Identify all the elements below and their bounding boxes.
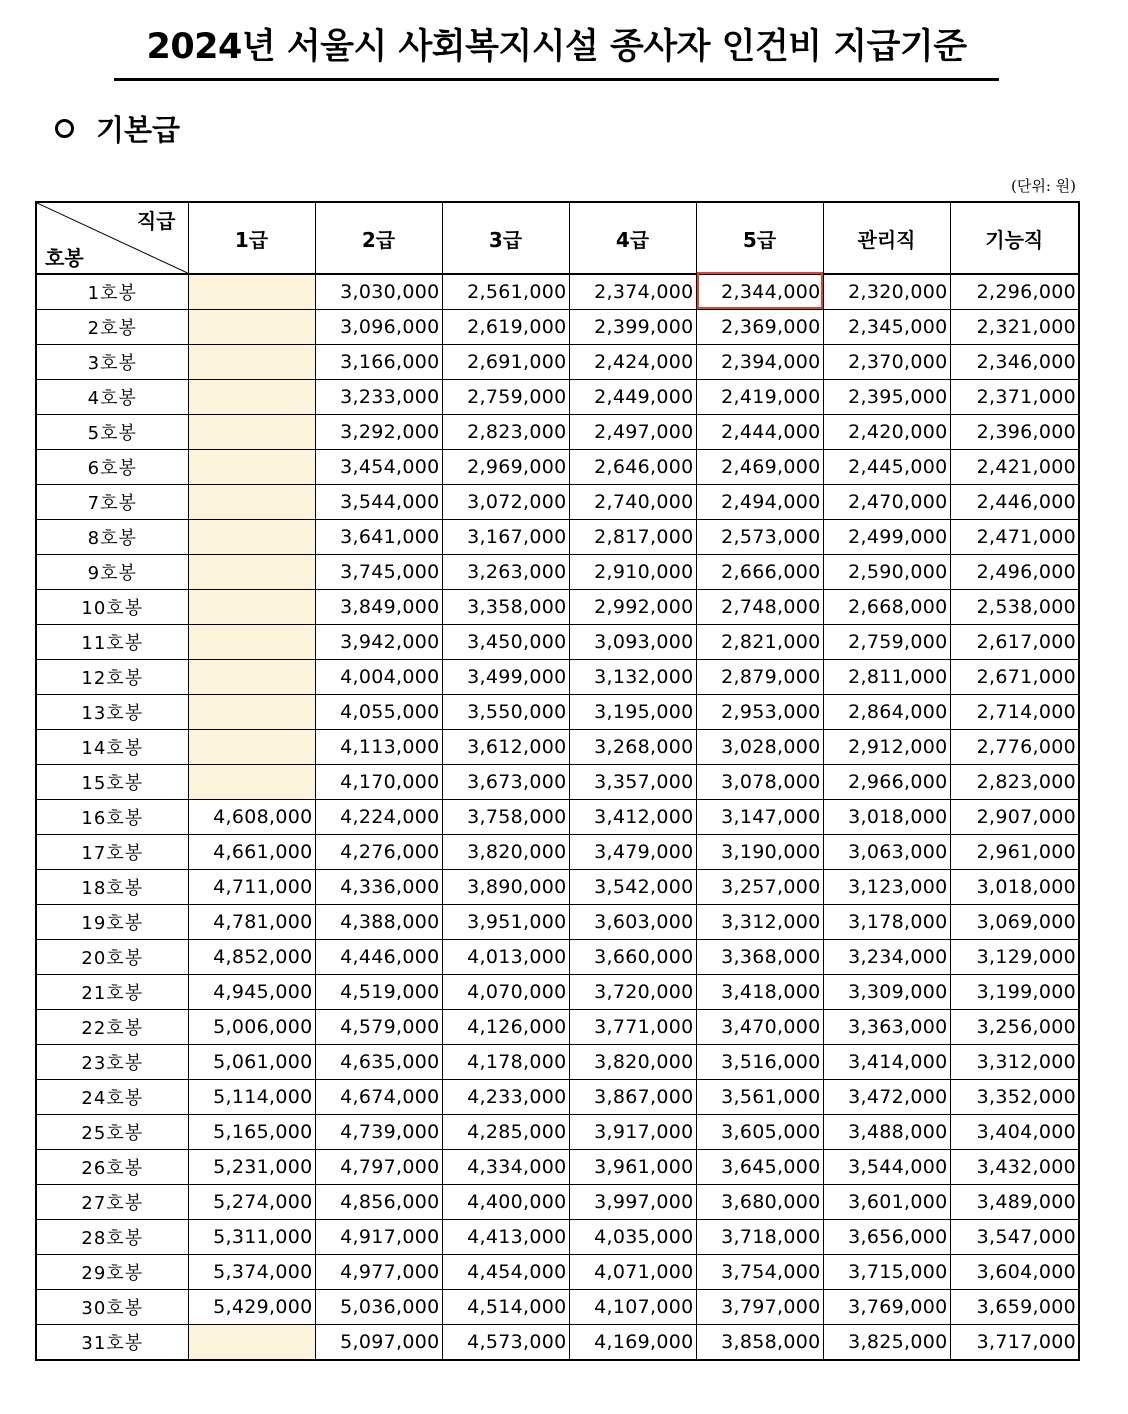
salary-cell: 3,123,000: [823, 870, 950, 905]
salary-cell: 3,489,000: [950, 1185, 1079, 1220]
salary-cell: 3,257,000: [696, 870, 823, 905]
salary-cell: 2,691,000: [442, 345, 569, 380]
salary-cell: 2,371,000: [950, 380, 1079, 415]
salary-cell: 3,072,000: [442, 485, 569, 520]
salary-cell: 3,951,000: [442, 905, 569, 940]
salary-cell: 3,890,000: [442, 870, 569, 905]
table-row: [36, 1185, 1079, 1220]
salary-cell: 3,256,000: [950, 1010, 1079, 1045]
salary-cell: 5,061,000: [188, 1045, 315, 1080]
salary-cell: 3,771,000: [569, 1010, 696, 1045]
table-row: [36, 625, 1079, 660]
salary-cell: 3,412,000: [569, 800, 696, 835]
empty-salary-cell: [188, 625, 315, 660]
salary-cell: 3,680,000: [696, 1185, 823, 1220]
salary-cell: 3,849,000: [315, 590, 442, 625]
salary-cell: 2,421,000: [950, 450, 1079, 485]
salary-cell: 3,352,000: [950, 1080, 1079, 1115]
salary-cell: 3,470,000: [696, 1010, 823, 1045]
salary-cell: 2,419,000: [696, 380, 823, 415]
salary-cell: 2,823,000: [950, 765, 1079, 800]
salary-cell: 3,820,000: [442, 835, 569, 870]
salary-cell: 3,612,000: [442, 730, 569, 765]
step-label: 20호봉: [36, 940, 188, 975]
salary-cell: 4,519,000: [315, 975, 442, 1010]
corner-label-grade: 직급: [136, 209, 176, 233]
salary-cell: 2,590,000: [823, 555, 950, 590]
salary-cell: 4,126,000: [442, 1010, 569, 1045]
salary-cell: 2,969,000: [442, 450, 569, 485]
step-label: 18호봉: [36, 870, 188, 905]
table-row: [36, 590, 1079, 625]
salary-cell: 3,479,000: [569, 835, 696, 870]
salary-cell: 2,320,000: [823, 274, 950, 310]
table-row: [36, 415, 1079, 450]
salary-cell: 4,608,000: [188, 800, 315, 835]
step-label: 26호봉: [36, 1150, 188, 1185]
table-row: [36, 1115, 1079, 1150]
step-label: 13호봉: [36, 695, 188, 730]
salary-cell: 3,499,000: [442, 660, 569, 695]
salary-cell: 3,195,000: [569, 695, 696, 730]
salary-cell: 2,879,000: [696, 660, 823, 695]
salary-cell: 3,605,000: [696, 1115, 823, 1150]
salary-cell: 4,178,000: [442, 1045, 569, 1080]
salary-cell: 2,321,000: [950, 310, 1079, 345]
salary-cell: 3,820,000: [569, 1045, 696, 1080]
salary-cell: 5,165,000: [188, 1115, 315, 1150]
salary-cell: 2,961,000: [950, 835, 1079, 870]
salary-cell: 4,169,000: [569, 1325, 696, 1361]
salary-cell: 3,561,000: [696, 1080, 823, 1115]
salary-cell: 3,063,000: [823, 835, 950, 870]
table-row: [36, 905, 1079, 940]
step-label: 29호봉: [36, 1255, 188, 1290]
salary-cell: 5,114,000: [188, 1080, 315, 1115]
salary-cell: 5,231,000: [188, 1150, 315, 1185]
step-label: 9호봉: [36, 555, 188, 590]
salary-cell: 3,604,000: [950, 1255, 1079, 1290]
step-label: 4호봉: [36, 380, 188, 415]
salary-cell: 3,132,000: [569, 660, 696, 695]
salary-cell: 2,369,000: [696, 310, 823, 345]
salary-cell: 3,093,000: [569, 625, 696, 660]
salary-cell: 3,745,000: [315, 555, 442, 590]
salary-cell: 2,346,000: [950, 345, 1079, 380]
step-label: 12호봉: [36, 660, 188, 695]
salary-cell: 4,388,000: [315, 905, 442, 940]
salary-cell: 4,674,000: [315, 1080, 442, 1115]
salary-cell: 2,424,000: [569, 345, 696, 380]
step-label: 11호봉: [36, 625, 188, 660]
empty-salary-cell: [188, 730, 315, 765]
salary-cell: 2,740,000: [569, 485, 696, 520]
salary-cell: 3,488,000: [823, 1115, 950, 1150]
salary-cell: 2,817,000: [569, 520, 696, 555]
table-row: [36, 1080, 1079, 1115]
salary-cell: 3,472,000: [823, 1080, 950, 1115]
salary-cell: 2,992,000: [569, 590, 696, 625]
table-row: [36, 380, 1079, 415]
salary-cell: 2,345,000: [823, 310, 950, 345]
table-row: [36, 345, 1079, 380]
step-label: 10호봉: [36, 590, 188, 625]
salary-cell: 3,418,000: [696, 975, 823, 1010]
salary-cell: 5,374,000: [188, 1255, 315, 1290]
salary-cell: 2,966,000: [823, 765, 950, 800]
empty-salary-cell: [188, 450, 315, 485]
document-title-block: [114, 16, 999, 81]
step-label: 6호봉: [36, 450, 188, 485]
salary-cell: 4,224,000: [315, 800, 442, 835]
step-label: 17호봉: [36, 835, 188, 870]
salary-table: [35, 201, 1080, 1361]
salary-cell: 2,344,000: [696, 274, 823, 310]
salary-cell: 3,233,000: [315, 380, 442, 415]
salary-cell: 3,544,000: [823, 1150, 950, 1185]
salary-cell: 2,396,000: [950, 415, 1079, 450]
table-row: [36, 450, 1079, 485]
step-label: 2호봉: [36, 310, 188, 345]
salary-cell: 3,717,000: [950, 1325, 1079, 1361]
salary-cell: 4,233,000: [442, 1080, 569, 1115]
table-row: [36, 485, 1079, 520]
table-body: [36, 274, 1079, 1360]
salary-cell: 3,720,000: [569, 975, 696, 1010]
salary-cell: 4,113,000: [315, 730, 442, 765]
salary-cell: 3,601,000: [823, 1185, 950, 1220]
salary-cell: 3,645,000: [696, 1150, 823, 1185]
step-label: 19호봉: [36, 905, 188, 940]
salary-cell: 3,263,000: [442, 555, 569, 590]
salary-cell: 2,671,000: [950, 660, 1079, 695]
table-row: [36, 520, 1079, 555]
salary-cell: 2,296,000: [950, 274, 1079, 310]
salary-cell: 2,395,000: [823, 380, 950, 415]
salary-cell: 2,714,000: [950, 695, 1079, 730]
step-label: 30호봉: [36, 1290, 188, 1325]
salary-cell: 4,107,000: [569, 1290, 696, 1325]
salary-cell: 3,673,000: [442, 765, 569, 800]
table-row: [36, 695, 1079, 730]
salary-cell: 2,666,000: [696, 555, 823, 590]
salary-cell: 3,312,000: [950, 1045, 1079, 1080]
salary-cell: 3,268,000: [569, 730, 696, 765]
salary-cell: 2,399,000: [569, 310, 696, 345]
salary-cell: 3,309,000: [823, 975, 950, 1010]
table-row: [36, 310, 1079, 345]
column-header: 1급: [188, 202, 315, 274]
empty-salary-cell: [188, 380, 315, 415]
salary-cell: 4,579,000: [315, 1010, 442, 1045]
salary-cell: 2,494,000: [696, 485, 823, 520]
step-label: 22호봉: [36, 1010, 188, 1045]
salary-cell: 3,167,000: [442, 520, 569, 555]
salary-cell: 4,856,000: [315, 1185, 442, 1220]
salary-cell: 2,617,000: [950, 625, 1079, 660]
table-row: [36, 1220, 1079, 1255]
salary-cell: 3,542,000: [569, 870, 696, 905]
salary-cell: 4,413,000: [442, 1220, 569, 1255]
salary-cell: 4,004,000: [315, 660, 442, 695]
salary-cell: 3,432,000: [950, 1150, 1079, 1185]
salary-cell: 3,758,000: [442, 800, 569, 835]
table-row: [36, 975, 1079, 1010]
salary-cell: 3,769,000: [823, 1290, 950, 1325]
salary-cell: 4,276,000: [315, 835, 442, 870]
table-row: [36, 1255, 1079, 1290]
salary-cell: 2,821,000: [696, 625, 823, 660]
step-label: 15호봉: [36, 765, 188, 800]
table-row: [36, 555, 1079, 590]
salary-cell: 2,420,000: [823, 415, 950, 450]
salary-cell: 2,910,000: [569, 555, 696, 590]
table-row: [36, 1010, 1079, 1045]
section-title: 기본급: [96, 113, 181, 147]
table-row: [36, 1045, 1079, 1080]
salary-cell: 3,363,000: [823, 1010, 950, 1045]
table-row: [36, 1290, 1079, 1325]
table-row: [36, 730, 1079, 765]
empty-salary-cell: [188, 765, 315, 800]
step-label: 28호봉: [36, 1220, 188, 1255]
empty-salary-cell: [188, 520, 315, 555]
table-header-row: [36, 202, 1079, 274]
salary-cell: 3,997,000: [569, 1185, 696, 1220]
salary-cell: 3,018,000: [823, 800, 950, 835]
salary-cell: 3,715,000: [823, 1255, 950, 1290]
salary-cell: 4,446,000: [315, 940, 442, 975]
salary-cell: 3,357,000: [569, 765, 696, 800]
salary-cell: 2,370,000: [823, 345, 950, 380]
empty-salary-cell: [188, 415, 315, 450]
page-title: 2024년 서울시 사회복지시설 종사자 인건비 지급기준: [114, 16, 999, 81]
salary-cell: 3,078,000: [696, 765, 823, 800]
table-row: [36, 940, 1079, 975]
table-row: [36, 274, 1079, 310]
column-header: 4급: [569, 202, 696, 274]
salary-cell: 4,035,000: [569, 1220, 696, 1255]
salary-cell: 3,069,000: [950, 905, 1079, 940]
step-label: 1호봉: [36, 274, 188, 310]
salary-cell: 5,311,000: [188, 1220, 315, 1255]
step-label: 31호봉: [36, 1325, 188, 1361]
empty-salary-cell: [188, 345, 315, 380]
salary-cell: 3,797,000: [696, 1290, 823, 1325]
salary-cell: 3,718,000: [696, 1220, 823, 1255]
salary-cell: 4,285,000: [442, 1115, 569, 1150]
step-label: 24호봉: [36, 1080, 188, 1115]
salary-cell: 2,446,000: [950, 485, 1079, 520]
salary-cell: 2,759,000: [442, 380, 569, 415]
salary-cell: 3,129,000: [950, 940, 1079, 975]
salary-cell: 2,561,000: [442, 274, 569, 310]
salary-cell: 5,274,000: [188, 1185, 315, 1220]
salary-cell: 4,573,000: [442, 1325, 569, 1361]
column-header: 5급: [696, 202, 823, 274]
table-row: [36, 765, 1079, 800]
salary-cell: 3,656,000: [823, 1220, 950, 1255]
salary-cell: 2,470,000: [823, 485, 950, 520]
salary-cell: 3,414,000: [823, 1045, 950, 1080]
column-header: 기능직: [950, 202, 1079, 274]
salary-cell: 2,471,000: [950, 520, 1079, 555]
salary-cell: 3,942,000: [315, 625, 442, 660]
salary-cell: 2,823,000: [442, 415, 569, 450]
salary-cell: 3,450,000: [442, 625, 569, 660]
salary-cell: 4,635,000: [315, 1045, 442, 1080]
table-row: [36, 800, 1079, 835]
salary-cell: 3,147,000: [696, 800, 823, 835]
step-label: 16호봉: [36, 800, 188, 835]
salary-cell: 2,759,000: [823, 625, 950, 660]
salary-cell: 3,516,000: [696, 1045, 823, 1080]
salary-cell: 3,292,000: [315, 415, 442, 450]
salary-cell: 3,368,000: [696, 940, 823, 975]
salary-cell: 2,394,000: [696, 345, 823, 380]
unit-note: (단위: 원): [1011, 177, 1076, 195]
step-label: 14호봉: [36, 730, 188, 765]
salary-cell: 3,547,000: [950, 1220, 1079, 1255]
salary-cell: 3,544,000: [315, 485, 442, 520]
salary-cell: 4,400,000: [442, 1185, 569, 1220]
salary-cell: 3,550,000: [442, 695, 569, 730]
salary-cell: 2,444,000: [696, 415, 823, 450]
table-row: [36, 1150, 1079, 1185]
step-label: 8호봉: [36, 520, 188, 555]
table-row: [36, 835, 1079, 870]
salary-cell: 3,660,000: [569, 940, 696, 975]
salary-cell: 2,499,000: [823, 520, 950, 555]
salary-cell: 3,961,000: [569, 1150, 696, 1185]
salary-cell: 3,858,000: [696, 1325, 823, 1361]
salary-cell: 4,334,000: [442, 1150, 569, 1185]
corner-label-step: 호봉: [45, 246, 84, 270]
column-header: 2급: [315, 202, 442, 274]
salary-cell: 2,619,000: [442, 310, 569, 345]
salary-cell: 2,538,000: [950, 590, 1079, 625]
section-heading: [55, 108, 180, 149]
salary-cell: 4,797,000: [315, 1150, 442, 1185]
empty-salary-cell: [188, 485, 315, 520]
salary-cell: 2,646,000: [569, 450, 696, 485]
salary-cell: 3,028,000: [696, 730, 823, 765]
salary-cell: 3,825,000: [823, 1325, 950, 1361]
salary-cell: 4,781,000: [188, 905, 315, 940]
salary-cell: 2,497,000: [569, 415, 696, 450]
salary-cell: 4,071,000: [569, 1255, 696, 1290]
salary-cell: 2,374,000: [569, 274, 696, 310]
salary-cell: 2,912,000: [823, 730, 950, 765]
salary-cell: 3,358,000: [442, 590, 569, 625]
salary-cell: 2,907,000: [950, 800, 1079, 835]
step-label: 7호봉: [36, 485, 188, 520]
salary-cell: 5,097,000: [315, 1325, 442, 1361]
salary-cell: 5,429,000: [188, 1290, 315, 1325]
salary-cell: 4,945,000: [188, 975, 315, 1010]
step-label: 5호봉: [36, 415, 188, 450]
salary-cell: 2,864,000: [823, 695, 950, 730]
salary-cell: 3,641,000: [315, 520, 442, 555]
column-header: 3급: [442, 202, 569, 274]
salary-cell: 2,445,000: [823, 450, 950, 485]
column-header: 관리직: [823, 202, 950, 274]
salary-cell: 5,006,000: [188, 1010, 315, 1045]
step-label: 25호봉: [36, 1115, 188, 1150]
salary-cell: 3,867,000: [569, 1080, 696, 1115]
salary-cell: 3,234,000: [823, 940, 950, 975]
salary-cell: 4,170,000: [315, 765, 442, 800]
step-label: 27호봉: [36, 1185, 188, 1220]
circle-bullet-icon: [55, 119, 74, 138]
salary-cell: 4,917,000: [315, 1220, 442, 1255]
salary-cell: 4,711,000: [188, 870, 315, 905]
salary-cell: 2,953,000: [696, 695, 823, 730]
salary-cell: 3,917,000: [569, 1115, 696, 1150]
step-label: 23호봉: [36, 1045, 188, 1080]
salary-cell: 3,096,000: [315, 310, 442, 345]
empty-salary-cell: [188, 590, 315, 625]
salary-cell: 4,739,000: [315, 1115, 442, 1150]
empty-salary-cell: [188, 1325, 315, 1361]
salary-cell: 2,573,000: [696, 520, 823, 555]
salary-cell: 4,336,000: [315, 870, 442, 905]
salary-cell: 3,166,000: [315, 345, 442, 380]
salary-cell: 3,030,000: [315, 274, 442, 310]
salary-cell: 4,852,000: [188, 940, 315, 975]
empty-salary-cell: [188, 695, 315, 730]
step-label: 3호봉: [36, 345, 188, 380]
salary-cell: 2,776,000: [950, 730, 1079, 765]
salary-cell: 5,036,000: [315, 1290, 442, 1325]
salary-cell: 4,661,000: [188, 835, 315, 870]
table-row: [36, 660, 1079, 695]
salary-cell: 2,496,000: [950, 555, 1079, 590]
salary-cell: 2,748,000: [696, 590, 823, 625]
empty-salary-cell: [188, 274, 315, 310]
salary-cell: 2,811,000: [823, 660, 950, 695]
table-row: [36, 870, 1079, 905]
empty-salary-cell: [188, 660, 315, 695]
salary-cell: 4,514,000: [442, 1290, 569, 1325]
salary-cell: 3,659,000: [950, 1290, 1079, 1325]
salary-cell: 4,454,000: [442, 1255, 569, 1290]
salary-cell: 4,013,000: [442, 940, 569, 975]
salary-cell: 2,668,000: [823, 590, 950, 625]
salary-cell: 3,190,000: [696, 835, 823, 870]
salary-cell: 3,454,000: [315, 450, 442, 485]
salary-cell: 4,070,000: [442, 975, 569, 1010]
empty-salary-cell: [188, 555, 315, 590]
table-row: [36, 1325, 1079, 1361]
salary-cell: 3,018,000: [950, 870, 1079, 905]
corner-header-cell: [36, 202, 188, 274]
salary-cell: 4,977,000: [315, 1255, 442, 1290]
salary-cell: 3,603,000: [569, 905, 696, 940]
empty-salary-cell: [188, 310, 315, 345]
salary-cell: 3,178,000: [823, 905, 950, 940]
salary-cell: 3,754,000: [696, 1255, 823, 1290]
salary-cell: 2,449,000: [569, 380, 696, 415]
salary-cell: 3,312,000: [696, 905, 823, 940]
salary-cell: 3,404,000: [950, 1115, 1079, 1150]
salary-cell: 4,055,000: [315, 695, 442, 730]
salary-cell: 2,469,000: [696, 450, 823, 485]
step-label: 21호봉: [36, 975, 188, 1010]
salary-cell: 3,199,000: [950, 975, 1079, 1010]
